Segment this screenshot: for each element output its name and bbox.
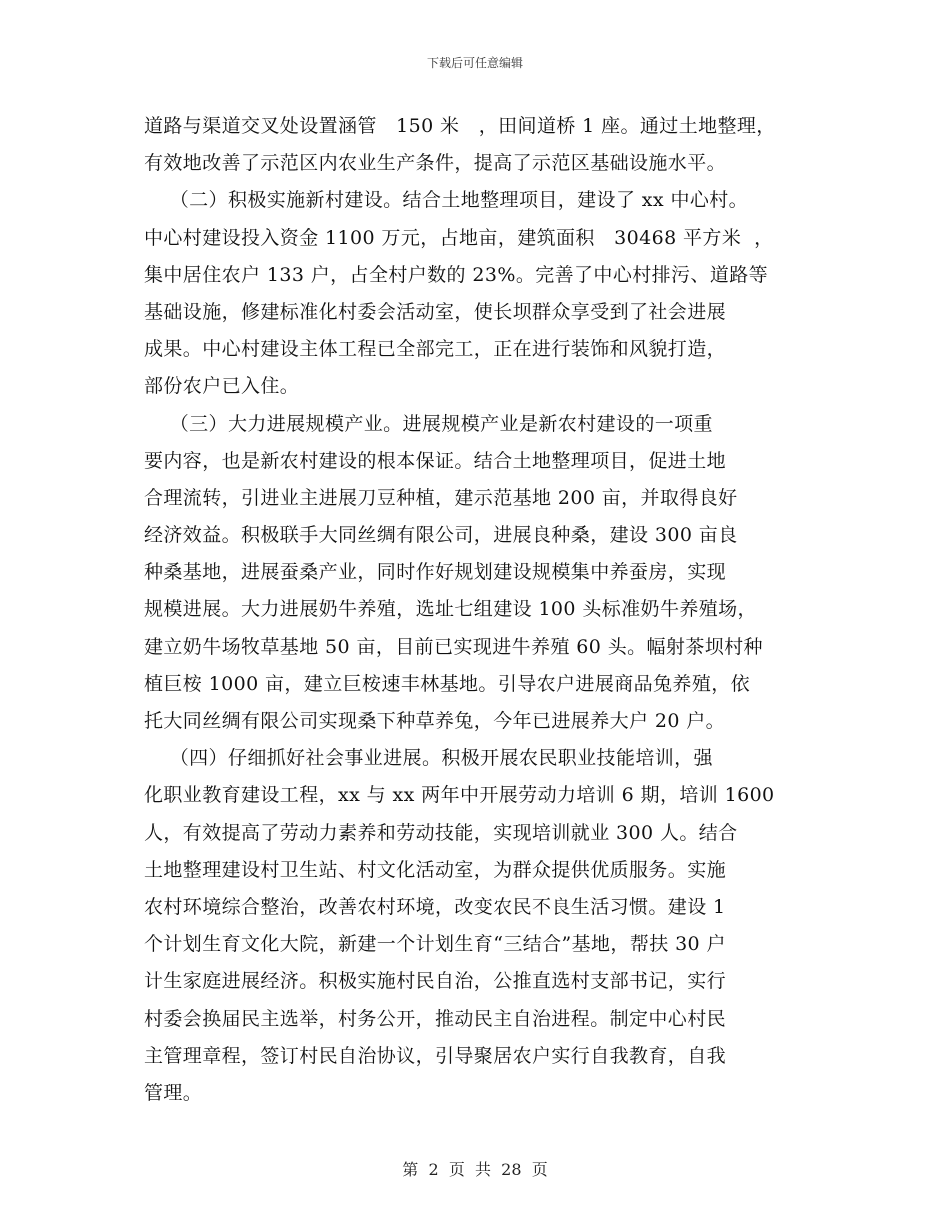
text-line: 主管理章程，签订村民自治协议，引导聚居农户实行自我教育，自我 [144, 1044, 727, 1067]
text-line: （四）仔细抓好社会事业进展。积极开展农民职业技能培训，强 [144, 747, 713, 770]
page-header: 下载后可任意编辑 [426, 56, 523, 70]
text-line: 集中居住农户 133 户，占全村户数的 23%。完善了中心村排污、道路等 [144, 263, 769, 286]
text-line: 计生家庭进展经济。积极实施村民自治，公推直选村支部书记，实行 [144, 970, 727, 993]
page-number-footer: 第 2 页 共 28 页 [402, 1160, 548, 1179]
text-line: 建立奶牛场牧草基地 50 亩，目前已实现进牛养殖 60 头。幅射茶坝村种 [144, 635, 763, 658]
text-line: 成果。中心村建设主体工程已全部完工，正在进行装饰和风貌打造， [144, 338, 727, 361]
text-line: 个计划生育文化大院，新建一个计划生育“三结合”基地，帮扶 30 户 [144, 933, 726, 956]
text-line: 部份农户已入住。 [144, 375, 300, 398]
text-line: 中心村建设投入资金 1100 万元，占地亩，建筑面积 30468 平方米 ， [144, 226, 774, 249]
text-line: 基础设施，修建标准化村委会活动室，使长坝群众享受到了社会进展 [144, 300, 727, 323]
document-body [144, 108, 824, 1112]
text-line: 合理流转，引进业主进展刀豆种植，建示范基地 200 亩，并取得良好 [144, 486, 738, 509]
text-line: 农村环境综合整治，改善农村环境，改变农民不良生活习惯。建设 1 [144, 895, 726, 918]
text-line: 村委会换届民主选举，村务公开，推动民主自治进程。制定中心村民 [144, 1007, 727, 1030]
text-line: 植巨桉 1000 亩，建立巨桉速丰林基地。引导农户进展商品兔养殖，依 [144, 672, 751, 695]
text-line: 人，有效提高了劳动力素养和劳动技能，实现培训就业 300 人。结合 [144, 821, 738, 844]
text-line: 有效地改善了示范区内农业生产条件，提高了示范区基础设施水平。 [144, 152, 727, 175]
text-line: 化职业教育建设工程，xx 与 xx 两年中开展劳动力培训 6 期，培训 1600 [144, 784, 775, 807]
text-line: 托大同丝绸有限公司实现桑下种草养兔，今年已进展养大户 20 户。 [144, 710, 726, 732]
text-line: （三）大力进展规模产业。进展规模产业是新农村建设的一项重 [144, 412, 713, 435]
text-line: 要内容，也是新农村建设的根本保证。结合土地整理项目，促进土地 [144, 449, 727, 472]
text-line: 管理。 [144, 1081, 203, 1104]
text-line: 经济效益。积极联手大同丝绸有限公司，进展良种桑，建设 300 亩良 [144, 524, 738, 547]
text-line: 种桑基地，进展蚕桑产业，同时作好规划建设规模集中养蚕房，实现 [144, 561, 727, 584]
text-line: 土地整理建设村卫生站、村文化活动室，为群众提供优质服务。实施 [144, 858, 727, 881]
text-line: 道路与渠道交叉处设置涵管 150 米 ，田间道桥 1 座。通过土地整理， [144, 115, 776, 137]
text-line: 规模进展。大力进展奶牛养殖，选址七组建设 100 头标准奶牛养殖场， [144, 598, 757, 621]
text-line: （二）积极实施新村建设。结合土地整理项目，建设了 xx 中心村。 [144, 189, 749, 212]
